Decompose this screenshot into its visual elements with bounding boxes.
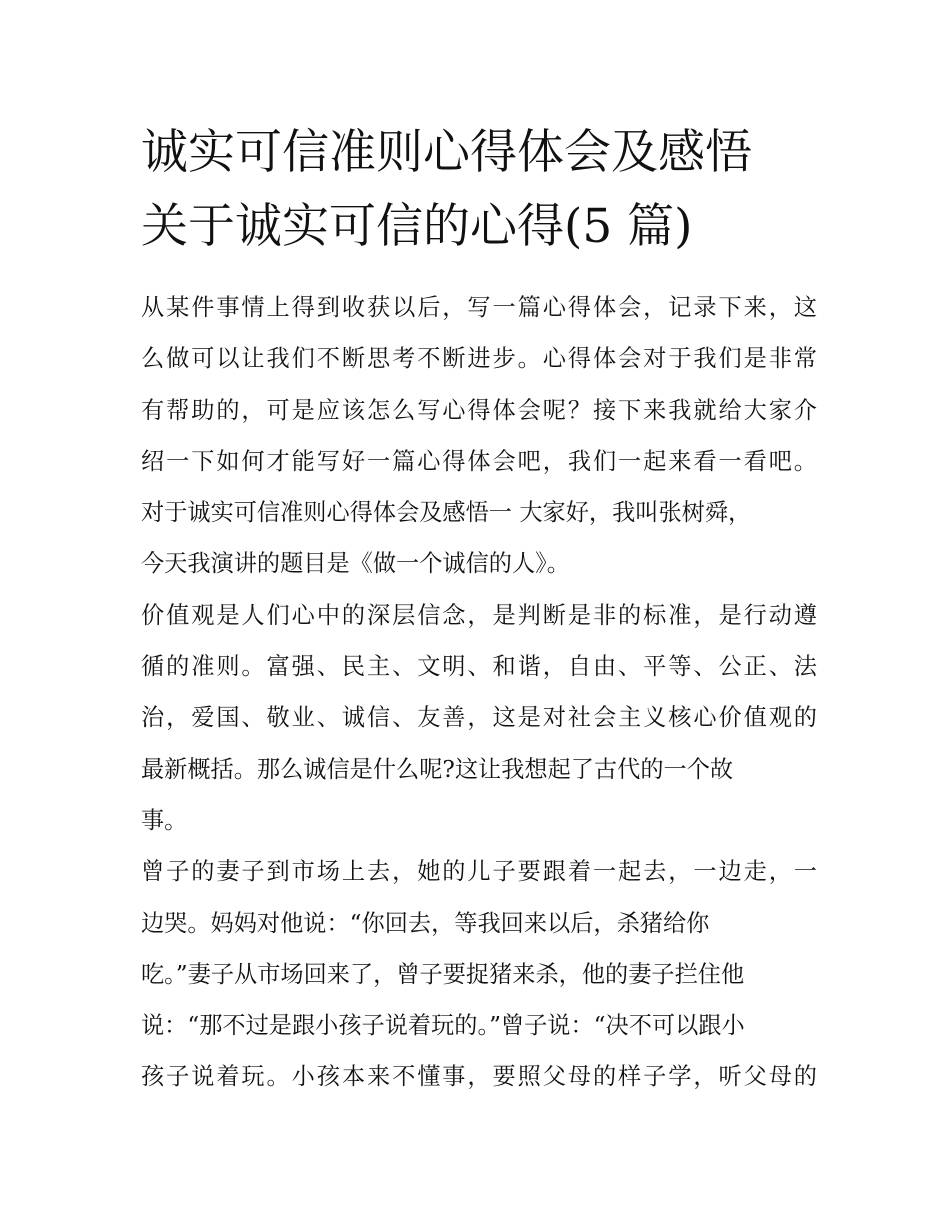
body-line: 价值观是人们心中的深层信念，是判断是非的标准，是行动遵 bbox=[141, 601, 817, 629]
body-line: 循的准则。富强、民主、文明、和谐，自由、平等、公正、法 bbox=[141, 653, 817, 681]
body-line: 说：“那不过是跟小孩子说着玩的。”曾子说：“决不可以跟小 bbox=[141, 1012, 745, 1040]
body-line: 事。 bbox=[141, 806, 188, 834]
document-body bbox=[141, 282, 817, 1103]
body-line: 曾子的妻子到市场上去，她的儿子要跟着一起去，一边走，一 bbox=[141, 858, 817, 886]
title-line-2: 关于诚实可信的心得(5 篇) bbox=[141, 199, 693, 254]
document-page bbox=[141, 116, 817, 1103]
body-line: 吃。”妻子从市场回来了，曾子要捉猪来杀，他的妻子拦住他 bbox=[141, 960, 745, 988]
body-line: 对于诚实可信准则心得体会及感悟一 大家好，我叫张树舜， bbox=[141, 499, 752, 527]
document-title bbox=[141, 116, 817, 264]
body-line: 绍一下如何才能写好一篇心得体会吧，我们一起来看一看吧。 bbox=[141, 447, 817, 475]
body-line: 有帮助的，可是应该怎么写心得体会呢？接下来我就给大家介 bbox=[141, 396, 817, 424]
title-line-1: 诚实可信准则心得体会及感悟 bbox=[141, 125, 752, 180]
body-line: 今天我演讲的题目是《做一个诚信的人》。 bbox=[141, 550, 570, 578]
body-line: 治，爱国、敬业、诚信、友善，这是对社会主义核心价值观的 bbox=[141, 704, 817, 732]
body-line: 么做可以让我们不断思考不断进步。心得体会对于我们是非常 bbox=[141, 345, 817, 373]
body-line: 孩子说着玩。小孩本来不懂事，要照父母的样子学，听父母的 bbox=[141, 1063, 817, 1091]
body-line: 边哭。妈妈对他说：“你回去，等我回来以后，杀猪给你 bbox=[141, 909, 710, 937]
body-line: 最新概括。那么诚信是什么呢?这让我想起了古代的一个故 bbox=[141, 755, 734, 783]
body-line: 从某件事情上得到收获以后，写一篇心得体会，记录下来，这 bbox=[141, 294, 817, 321]
